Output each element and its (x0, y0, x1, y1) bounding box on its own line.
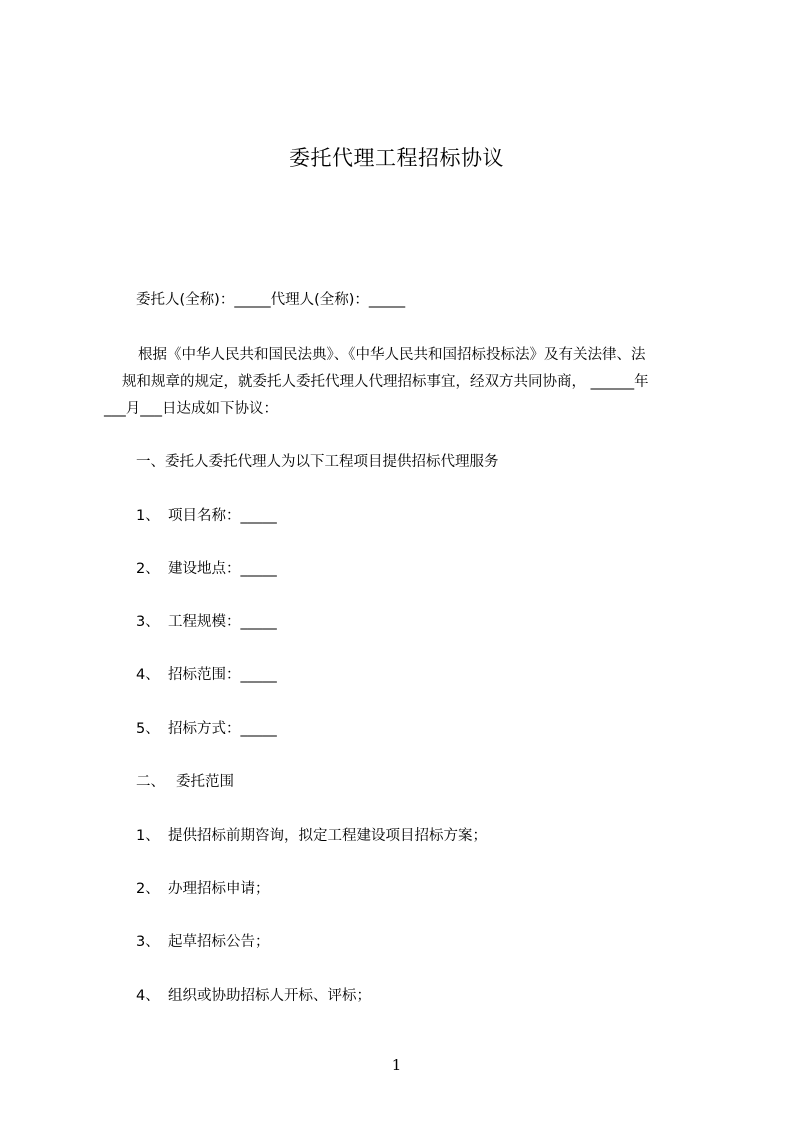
document-title: 委托代理工程招标协议 (289, 146, 504, 170)
list-item-text: 建设地点：_____ (168, 561, 277, 577)
list-item (136, 719, 277, 739)
intro-line-1: 根据《中华人民共和国民法典》、《中华人民共和国招标投标法》及有关法律、法 (138, 347, 646, 363)
list-item (136, 665, 277, 685)
list-item-text: 工程规模：_____ (168, 614, 277, 630)
page-number: 1 (391, 1056, 402, 1074)
list-item-text: 项目名称：_____ (168, 508, 277, 524)
list-item (136, 506, 277, 526)
list-item (136, 932, 270, 952)
list-item-number: 5、 (136, 721, 160, 737)
list-item (136, 986, 371, 1006)
section2-number: 二、 (136, 774, 165, 790)
list-item-number: 1、 (136, 508, 160, 524)
intro-line-2: 规和规章的规定，就委托人委托代理人代理招标事宜，经双方共同协商， ______年 (122, 374, 649, 390)
list-item-text: 提供招标前期咨询，拟定工程建设项目招标方案； (168, 828, 487, 844)
list-item (136, 559, 277, 579)
section2-title: 委托范围 (176, 774, 234, 790)
list-item-number: 2、 (136, 561, 160, 577)
list-item-number: 2、 (136, 881, 160, 897)
section2-heading (136, 772, 234, 792)
parties-line: 委托人(全称)：_____代理人(全称)：_____ (136, 292, 406, 308)
list-item-number: 3、 (136, 934, 160, 950)
list-item-text: 招标范围：_____ (168, 667, 277, 683)
list-item (136, 879, 270, 899)
list-item (136, 826, 487, 846)
list-item-number: 4、 (136, 667, 160, 683)
list-item (136, 612, 277, 632)
section1-heading: 一、委托人委托代理人为以下工程项目提供招标代理服务 (136, 454, 499, 470)
intro-line-3: ___月___日达成如下协议： (104, 401, 278, 417)
list-item-text: 办理招标申请； (168, 881, 270, 897)
list-item-number: 3、 (136, 614, 160, 630)
list-item-number: 1、 (136, 828, 160, 844)
list-item-number: 4、 (136, 988, 160, 1004)
list-item-text: 组织或协助招标人开标、评标； (168, 988, 371, 1004)
list-item-text: 起草招标公告； (168, 934, 270, 950)
list-item-text: 招标方式：_____ (168, 721, 277, 737)
